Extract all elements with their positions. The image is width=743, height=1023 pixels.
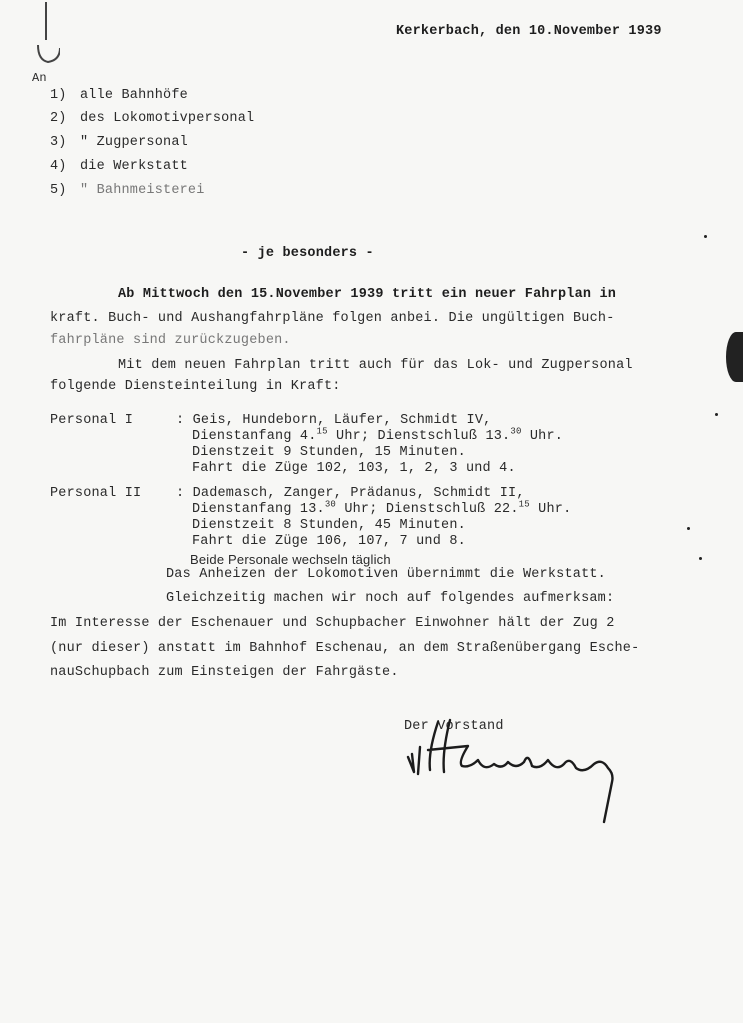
place-date: Kerkerbach, den 10.November 1939 — [396, 24, 662, 39]
closing-line: (nur dieser) anstatt im Bahnhof Eschenau, an dem Straßenübergang Esche- — [50, 641, 640, 656]
recipient-num: 4) — [50, 159, 67, 174]
staff-label: Personal I — [50, 413, 134, 428]
recipient-num: 2) — [50, 111, 67, 126]
recipient-text: alle Bahnhöfe — [80, 88, 188, 103]
staff-names: : Dademasch, Zanger, Prädanus, Schmidt II, — [176, 486, 525, 501]
speck — [715, 413, 718, 416]
recipient-num: 3) — [50, 135, 67, 150]
handwritten-signature — [398, 712, 628, 842]
recipients-label: An — [32, 71, 47, 85]
staff-names: : Geis, Hundeborn, Läufer, Schmidt IV, — [176, 413, 492, 428]
staff-duration: Dienstzeit 9 Stunden, 15 Minuten. — [192, 445, 466, 460]
recipient-text: " Bahnmeisterei — [80, 183, 205, 198]
recipient-num: 1) — [50, 88, 67, 103]
staff-label: Personal II — [50, 486, 142, 501]
staff-duration: Dienstzeit 8 Stunden, 45 Minuten. — [192, 518, 466, 533]
speck — [699, 557, 702, 560]
closing-line: Im Interesse der Eschenauer und Schupbacher Einwohner hält der Zug 2 — [50, 616, 615, 631]
closing-line: Gleichzeitig machen wir noch auf folgendes aufmerksam: — [166, 591, 615, 606]
recipient-text: des Lokomotivpersonal — [80, 111, 255, 126]
staff-hours: Dienstanfang 4.15 Uhr; Dienstschluß 13.30 Uhr. — [192, 426, 564, 444]
staff-hours: Dienstanfang 13.30 Uhr; Dienstschluß 22.15 Uhr. — [192, 499, 572, 517]
binder-mark — [726, 332, 743, 382]
body-line: folgende Diensteinteilung in Kraft: — [50, 379, 341, 394]
recipient-text: die Werkstatt — [80, 159, 188, 174]
staff-trains: Fahrt die Züge 106, 107, 7 und 8. — [192, 534, 466, 549]
speck — [704, 235, 707, 238]
recipient-num: 5) — [50, 183, 67, 198]
body-line: Mit dem neuen Fahrplan tritt auch für das Lok- und Zugpersonal — [118, 358, 633, 373]
closing-line: Das Anheizen der Lokomotiven übernimmt die Werkstatt. — [166, 567, 606, 582]
recipient-text: " Zugpersonal — [80, 135, 188, 150]
alternate-note: Beide Personale wechseln täglich — [190, 552, 391, 567]
body-line: kraft. Buch- und Aushangfahrpläne folgen anbei. Die ungültigen Buch- — [50, 311, 615, 326]
staff-trains: Fahrt die Züge 102, 103, 1, 2, 3 und 4. — [192, 461, 516, 476]
speck — [687, 527, 690, 530]
punch-mark — [20, 0, 60, 75]
closing-line: nauSchupbach zum Einsteigen der Fahrgäste. — [50, 665, 399, 680]
signature-title: Der Vorstand — [404, 719, 504, 734]
body-line: Ab Mittwoch den 15.November 1939 tritt ein neuer Fahrplan in — [118, 287, 617, 302]
note-separately: - je besonders - — [241, 246, 374, 261]
body-line: fahrpläne sind zurückzugeben. — [50, 333, 291, 348]
